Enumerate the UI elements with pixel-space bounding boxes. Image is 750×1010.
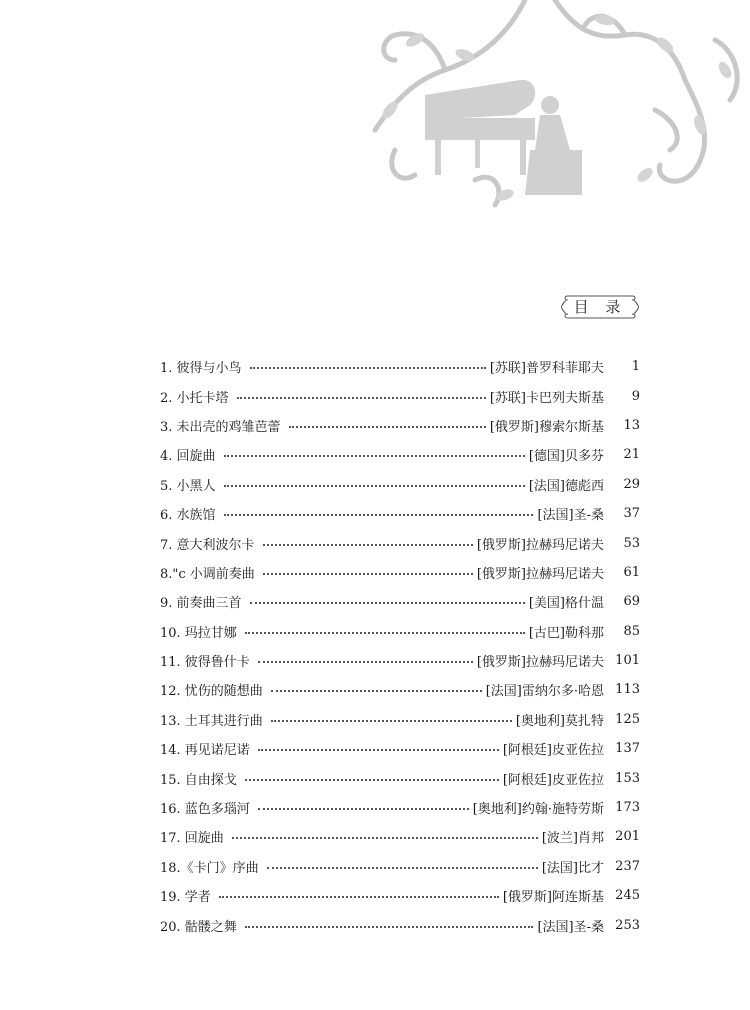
toc-entry-page: 137 xyxy=(615,741,640,757)
toc-entry[interactable] xyxy=(160,734,640,763)
toc-entry-page: 153 xyxy=(615,770,640,786)
toc-entry[interactable] xyxy=(160,793,640,822)
toc-leader xyxy=(245,631,525,634)
toc-entry[interactable] xyxy=(160,440,640,469)
toc-entry-author: [法国]比才 xyxy=(541,860,604,876)
toc-entry[interactable] xyxy=(160,617,640,646)
toc-entry-title: 20. 骷髅之舞 xyxy=(160,919,237,935)
toc-leader xyxy=(271,719,512,722)
toc-entry[interactable] xyxy=(160,910,640,939)
toc-entry-author: [阿根廷]皮亚佐拉 xyxy=(502,743,604,759)
toc-leader xyxy=(245,778,499,781)
toc-entry-page: 237 xyxy=(615,858,640,874)
toc-entry-page: 69 xyxy=(623,594,640,610)
toc-leader xyxy=(250,601,525,604)
toc-entry[interactable] xyxy=(160,558,640,587)
toc-entry-author: [俄罗斯]穆索尔斯基 xyxy=(489,419,604,435)
toc-entry[interactable] xyxy=(160,499,640,528)
toc-entry-title: 11. 彼得鲁什卡 xyxy=(160,655,250,671)
toc-entry-author: [奥地利]约翰·施特劳斯 xyxy=(472,802,604,818)
toc-entry-page: 85 xyxy=(623,623,640,639)
toc-entry-title: 15. 自由探戈 xyxy=(160,772,237,788)
toc-entry-author: [苏联]普罗科菲耶夫 xyxy=(489,361,604,377)
toc-leader xyxy=(219,895,499,898)
toc-entry-author: [俄罗斯]阿连斯基 xyxy=(502,890,604,906)
toc-leader xyxy=(250,366,486,369)
toc-entry[interactable] xyxy=(160,470,640,499)
toc-entry-author: [美国]格什温 xyxy=(528,596,604,612)
toc-entry-author: [法国]圣-桑 xyxy=(537,919,604,935)
toc-entry-title: 17. 回旋曲 xyxy=(160,831,224,847)
toc-entry-page: 61 xyxy=(623,564,640,580)
toc-entry-author: [波兰]肖邦 xyxy=(541,831,604,847)
toc-entry[interactable] xyxy=(160,587,640,616)
toc-entry-author: [法国]德彪西 xyxy=(528,478,604,494)
toc-leader xyxy=(271,689,482,692)
toc-leader xyxy=(289,425,486,428)
toc-entry-page: 13 xyxy=(623,417,640,433)
toc-entry-title: 6. 水族馆 xyxy=(160,508,216,524)
toc-entry-title: 13. 土耳其进行曲 xyxy=(160,713,263,729)
toc-entry-author: [法国]圣-桑 xyxy=(537,508,604,524)
toc-entry[interactable] xyxy=(160,881,640,910)
toc-entry-page: 53 xyxy=(623,535,640,551)
toc-leader xyxy=(267,866,538,869)
toc-entry-title: 12. 忧伤的随想曲 xyxy=(160,684,263,700)
toc-entry-page: 113 xyxy=(615,682,640,698)
toc-heading xyxy=(560,290,640,324)
toc-entry-page: 21 xyxy=(623,447,640,463)
toc-entry[interactable] xyxy=(160,822,640,851)
toc-entry-title: 14. 再见诺尼诺 xyxy=(160,743,250,759)
toc-entry-page: 125 xyxy=(615,711,640,727)
toc-list xyxy=(160,352,640,940)
toc-leader xyxy=(224,484,525,487)
toc-entry[interactable] xyxy=(160,411,640,440)
toc-entry-page: 9 xyxy=(631,388,640,404)
toc-leader xyxy=(258,748,499,751)
toc-leader xyxy=(258,807,469,810)
toc-entry-title: 9. 前奏曲三首 xyxy=(160,596,242,612)
toc-entry[interactable] xyxy=(160,675,640,704)
toc-entry[interactable] xyxy=(160,528,640,557)
toc-leader xyxy=(232,836,538,839)
toc-leader xyxy=(263,543,473,546)
toc-entry-title: 18.《卡门》序曲 xyxy=(160,860,259,876)
toc-entry-author: [俄罗斯]拉赫玛尼诺夫 xyxy=(476,566,604,582)
toc-leader xyxy=(237,396,486,399)
piano-vine-decoration xyxy=(355,0,750,215)
toc-entry[interactable] xyxy=(160,705,640,734)
toc-entry-author: [奥地利]莫扎特 xyxy=(515,713,604,729)
toc-heading-title: 目 录 xyxy=(573,298,627,316)
toc-entry-author: [古巴]勒科那 xyxy=(528,625,604,641)
toc-entry-author: [法国]雷纳尔多·哈恩 xyxy=(485,684,604,700)
toc-entry[interactable] xyxy=(160,646,640,675)
toc-entry-title: 2. 小托卡塔 xyxy=(160,390,229,406)
toc-entry[interactable] xyxy=(160,763,640,792)
toc-leader xyxy=(245,925,534,928)
toc-entry-page: 37 xyxy=(623,506,640,522)
toc-entry-page: 253 xyxy=(615,917,640,933)
toc-entry[interactable] xyxy=(160,852,640,881)
toc-entry-author: [俄罗斯]拉赫玛尼诺夫 xyxy=(476,537,604,553)
toc-entry-page: 101 xyxy=(615,653,640,669)
toc-entry-title: 7. 意大利波尔卡 xyxy=(160,537,255,553)
toc-entry-page: 245 xyxy=(615,888,640,904)
toc-entry-title: 16. 蓝色多瑙河 xyxy=(160,802,250,818)
toc-leader xyxy=(224,454,525,457)
toc-entry-page: 1 xyxy=(631,359,640,375)
toc-leader xyxy=(263,572,473,575)
toc-leader xyxy=(224,513,534,516)
toc-leader xyxy=(258,660,473,663)
toc-entry-title: 4. 回旋曲 xyxy=(160,449,216,465)
toc-entry-author: [德国]贝多芬 xyxy=(528,449,604,465)
toc-entry-title: 3. 未出壳的鸡雏芭蕾 xyxy=(160,419,281,435)
toc-entry[interactable] xyxy=(160,352,640,381)
toc-entry-title: 5. 小黑人 xyxy=(160,478,216,494)
toc-entry-page: 201 xyxy=(615,829,640,845)
toc-entry-author: [阿根廷]皮亚佐拉 xyxy=(502,772,604,788)
toc-entry-title: 10. 玛拉甘娜 xyxy=(160,625,237,641)
toc-entry-page: 173 xyxy=(615,800,640,816)
toc-entry-page: 29 xyxy=(623,476,640,492)
toc-entry-author: [苏联]卡巴列夫斯基 xyxy=(489,390,604,406)
toc-entry-title: 8."c 小调前奏曲 xyxy=(160,566,255,582)
toc-entry-author: [俄罗斯]拉赫玛尼诺夫 xyxy=(476,655,604,671)
toc-entry[interactable] xyxy=(160,381,640,410)
toc-entry-title: 1. 彼得与小鸟 xyxy=(160,361,242,377)
toc-entry-title: 19. 学者 xyxy=(160,890,211,906)
